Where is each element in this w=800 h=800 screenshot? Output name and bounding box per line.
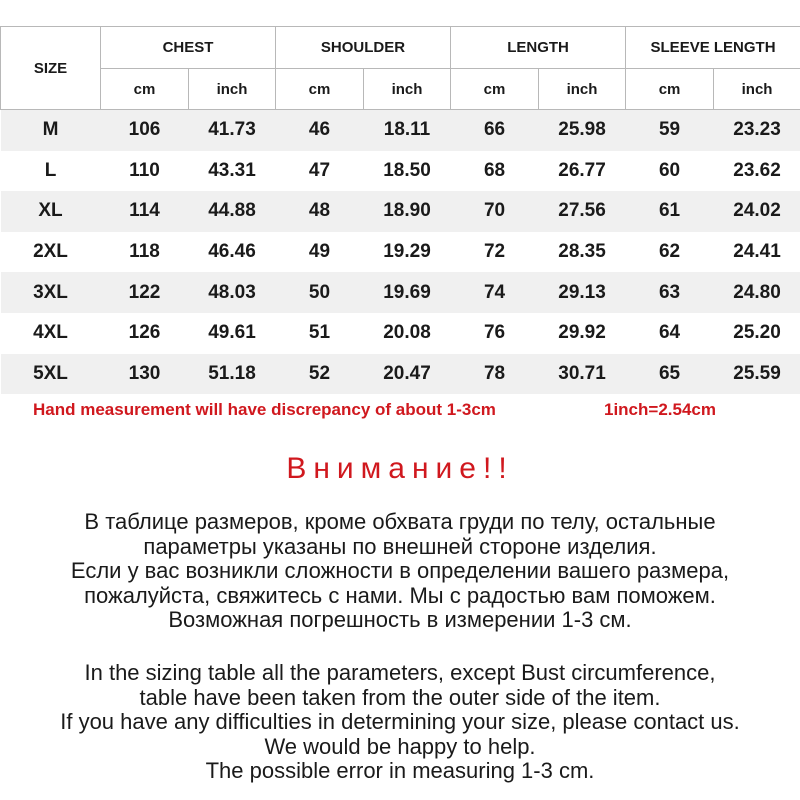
unit-header: cm xyxy=(626,69,714,110)
measurement-cell: 65 xyxy=(626,354,714,395)
russian-text-line: параметры указаны по внешней стороне изделия. xyxy=(143,533,657,559)
size-cell: 2XL xyxy=(33,241,68,263)
measurement-cell: 61 xyxy=(626,191,714,232)
measurement-cell: 59 xyxy=(626,110,714,151)
unit-header: inch xyxy=(714,69,800,110)
measurement-cell: 46 xyxy=(276,110,364,151)
measurement-cell: 126 xyxy=(128,322,161,344)
russian-text-line: Возможная погрешность в измерении 1-3 см. xyxy=(168,607,632,632)
measurement-cell: 27.56 xyxy=(539,191,626,232)
size-cell: 4XL xyxy=(33,322,68,344)
measurement-cell: 43.31 xyxy=(208,159,256,181)
measurement-cell: 49.61 xyxy=(208,322,256,344)
table-unit-header-row xyxy=(1,69,800,110)
attention-heading: Внимание!! xyxy=(286,452,514,485)
russian-instructions xyxy=(0,510,800,633)
size-cell: L xyxy=(44,159,57,181)
measurement-cell: 46.46 xyxy=(208,241,256,263)
inch-conversion-note: 1inch=2.54cm xyxy=(604,400,716,419)
discrepancy-note: Hand measurement will have discrepancy of about 1-3cm xyxy=(33,400,496,419)
measurement-cell: 60 xyxy=(658,159,681,181)
measurement-cell: 49 xyxy=(308,241,331,263)
measurement-cell: 63 xyxy=(626,272,714,313)
table-row xyxy=(1,313,800,354)
length-header: LENGTH xyxy=(451,27,626,69)
measurement-cell: 19.69 xyxy=(364,272,451,313)
english-text-line: The possible error in measuring 1-3 cm. xyxy=(205,758,595,783)
size-cell: XL xyxy=(1,191,101,232)
table-row xyxy=(1,191,800,232)
measurement-cell: 70 xyxy=(451,191,539,232)
measurement-cell: 118 xyxy=(129,241,160,263)
measurement-cell: 25.20 xyxy=(733,322,781,344)
shoulder-header: SHOULDER xyxy=(276,27,451,69)
measurement-cell: 51.18 xyxy=(189,354,276,395)
measurement-cell: 74 xyxy=(451,272,539,313)
unit-header: inch xyxy=(189,69,276,110)
measurement-cell: 78 xyxy=(451,354,539,395)
measurement-cell: 48.03 xyxy=(189,272,276,313)
measurement-cell: 23.23 xyxy=(714,110,800,151)
measurement-cell: 106 xyxy=(101,110,189,151)
english-text-line: If you have any difficulties in determining your size, please contact us. xyxy=(60,709,740,734)
measurement-cell: 52 xyxy=(276,354,364,395)
table-body xyxy=(1,110,800,395)
measurement-cell: 26.77 xyxy=(558,159,606,181)
table-row xyxy=(1,354,800,395)
table-row xyxy=(1,110,800,151)
measurement-cell: 130 xyxy=(101,354,189,395)
measurement-cell: 24.80 xyxy=(714,272,800,313)
measurement-cell: 20.08 xyxy=(383,322,431,344)
measurement-cell: 24.41 xyxy=(733,241,781,263)
unit-header: inch xyxy=(364,69,451,110)
measurement-cell: 122 xyxy=(101,272,189,313)
measurement-cell: 114 xyxy=(101,191,189,232)
measurement-cell: 72 xyxy=(483,241,506,263)
measurement-cell: 50 xyxy=(276,272,364,313)
measurement-cell: 68 xyxy=(483,159,506,181)
measurement-cell: 19.29 xyxy=(383,241,431,263)
table-group-header-row xyxy=(1,27,800,69)
table-row xyxy=(1,272,800,313)
measurement-cell: 29.13 xyxy=(539,272,626,313)
measurement-cell: 48 xyxy=(276,191,364,232)
russian-text-line: Если у вас возникли сложности в определении вашего размера, xyxy=(70,558,730,583)
unit-header: inch xyxy=(539,69,626,110)
measurement-cell: 28.35 xyxy=(558,241,606,263)
russian-text-line: В таблице размеров, кроме обхвата груди по телу, остальные xyxy=(84,509,716,534)
measurement-cell: 20.47 xyxy=(364,354,451,395)
measurement-cell: 25.59 xyxy=(714,354,800,395)
english-text-line: We would be happy to help. xyxy=(264,733,536,759)
russian-text-line: пожалуйста, свяжитесь с нами. Мы с радостью вам поможем. xyxy=(84,582,716,608)
measurement-cell: 18.90 xyxy=(364,191,451,232)
unit-header: cm xyxy=(451,69,539,110)
size-cell: 5XL xyxy=(1,354,101,395)
english-text-line: table have been taken from the outer side of the item. xyxy=(139,684,661,710)
size-cell: M xyxy=(1,110,101,151)
measurement-cell: 23.62 xyxy=(733,159,781,181)
table-row xyxy=(1,232,800,273)
measurement-cell: 62 xyxy=(658,241,681,263)
size-column-header: SIZE xyxy=(1,27,101,110)
measurement-cell: 29.92 xyxy=(558,322,606,344)
measurement-cell: 18.50 xyxy=(383,159,431,181)
measurement-cell: 66 xyxy=(451,110,539,151)
measurement-cell: 41.73 xyxy=(189,110,276,151)
unit-header: cm xyxy=(276,69,364,110)
measurement-cell: 76 xyxy=(483,322,506,344)
measurement-cell: 110 xyxy=(129,159,160,181)
measurement-cell: 51 xyxy=(308,322,331,344)
measurement-cell: 18.11 xyxy=(364,110,451,151)
english-text-line: In the sizing table all the parameters, except Bust circumference, xyxy=(84,660,716,685)
sleeve-length-header: SLEEVE LENGTH xyxy=(626,27,800,69)
measurement-cell: 64 xyxy=(658,322,681,344)
unit-header: cm xyxy=(101,69,189,110)
measurement-cell: 44.88 xyxy=(189,191,276,232)
measurement-cell: 25.98 xyxy=(539,110,626,151)
measurement-cell: 47 xyxy=(308,159,331,181)
measurement-cell: 30.71 xyxy=(539,354,626,395)
table-row xyxy=(1,151,800,192)
size-chart-table xyxy=(0,26,800,394)
chest-header: CHEST xyxy=(101,27,276,69)
measurement-cell: 24.02 xyxy=(714,191,800,232)
size-cell: 3XL xyxy=(1,272,101,313)
english-instructions xyxy=(0,661,800,784)
